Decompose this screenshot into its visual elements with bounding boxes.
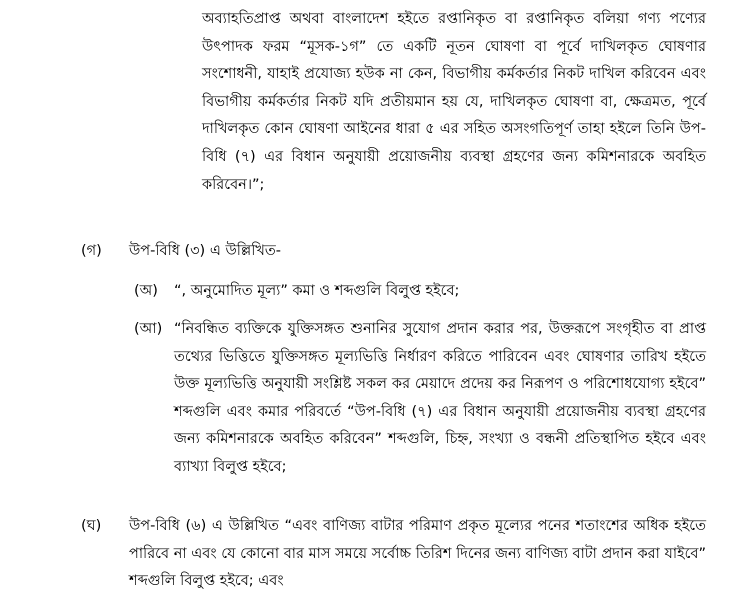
sub-a-marker: (অ) [134, 283, 158, 299]
sub-aa-marker: (আ) [134, 321, 163, 337]
clause-ga-marker: (গ) [81, 243, 102, 259]
sub-a-text: “, অনুমোদিত মূল্য” কমা ও শব্দগুলি বিলুপ্ত হইবে; [174, 283, 460, 299]
clause-ga-text: উপ-বিধি (৩) এ উল্লিখিত- [129, 243, 282, 259]
clause-gha-text: উপ-বিধি (৬) এ উল্লিখিত “এবং বাণিজ্য বাটার পরিমাণ প্রকৃত মূল্যের পনের শতাংশের অধিক হইতে পারিবে না এবং যে কোনো বার মাস সময়ে সর্বোচ্চ তিরিশ দিনের জন্য বাণিজ্য বাটা প্রদান করা যাইবে” শব্দগুলি বিলুপ্ত হইবে; এবং [129, 518, 706, 590]
sub-aa-text: “নিবন্ধিত ব্যক্তিকে যুক্তিসঙ্গত শুনানির সুযোগ প্রদান করার পর, উক্তরূপে সংগৃহীত বা প্রাপ্ত তথ্যের ভিত্তিতে যুক্তিসঙ্গত মূল্যভিত্তি নির্ধারণ করিতে পারিবেন এবং ঘোষণার তারিখ হইতে উক্ত মূল্যভিত্তি অনুযায়ী সংশ্লিষ্ট সকল কর মেয়াদে প্রদেয় কর নিরূপণ ও পরিশোধযোগ্য হইবে” শব্দগুলি এবং কমার পরিবর্তে “উপ-বিধি (৭) এর বিধান অনুযায়ী প্রয়োজনীয় ব্যবস্থা গ্রহণের জন্য কমিশনারকে অবহিত করিবেন” শব্দগুলি, চিহ্ন, সংখ্যা ও বন্ধনী প্রতিস্থাপিত হইবে এবং ব্যাখ্যা বিলুপ্ত হইবে; [174, 321, 706, 475]
clause-gha-marker: (ঘ) [81, 518, 102, 534]
intro-paragraph: অব্যাহতিপ্রাপ্ত অথবা বাংলাদেশ হইতে রপ্তানিকৃত বা রপ্তানিকৃত বলিয়া গণ্য পণ্যের উৎপাদক ফরম “মূসক-১গ” তে একটি নূতন ঘোষণা বা পূর্বে দাখিলকৃত ঘোষণার সংশোধনী, যাহাই প্রযোজ্য হউক না কেন, বিভাগীয় কর্মকর্তার নিকট দাখিল করিবেন এবং বিভাগীয় কর্মকর্তার নিকট যদি প্রতীয়মান হয় যে, দাখিলকৃত ঘোষণা বা, ক্ষেত্রমত, পূর্বে দাখিলকৃত কোন ঘোষণা আইনের ধারা ৫ এর সহিত অসংগতিপূর্ণ তাহা হইলে তিনি উপ-বিধি (৭) এর বিধান অনুযায়ী প্রয়োজনীয় ব্যবস্থা গ্রহণের জন্য কমিশনারকে অবহিত করিবেন।”; [202, 11, 706, 193]
